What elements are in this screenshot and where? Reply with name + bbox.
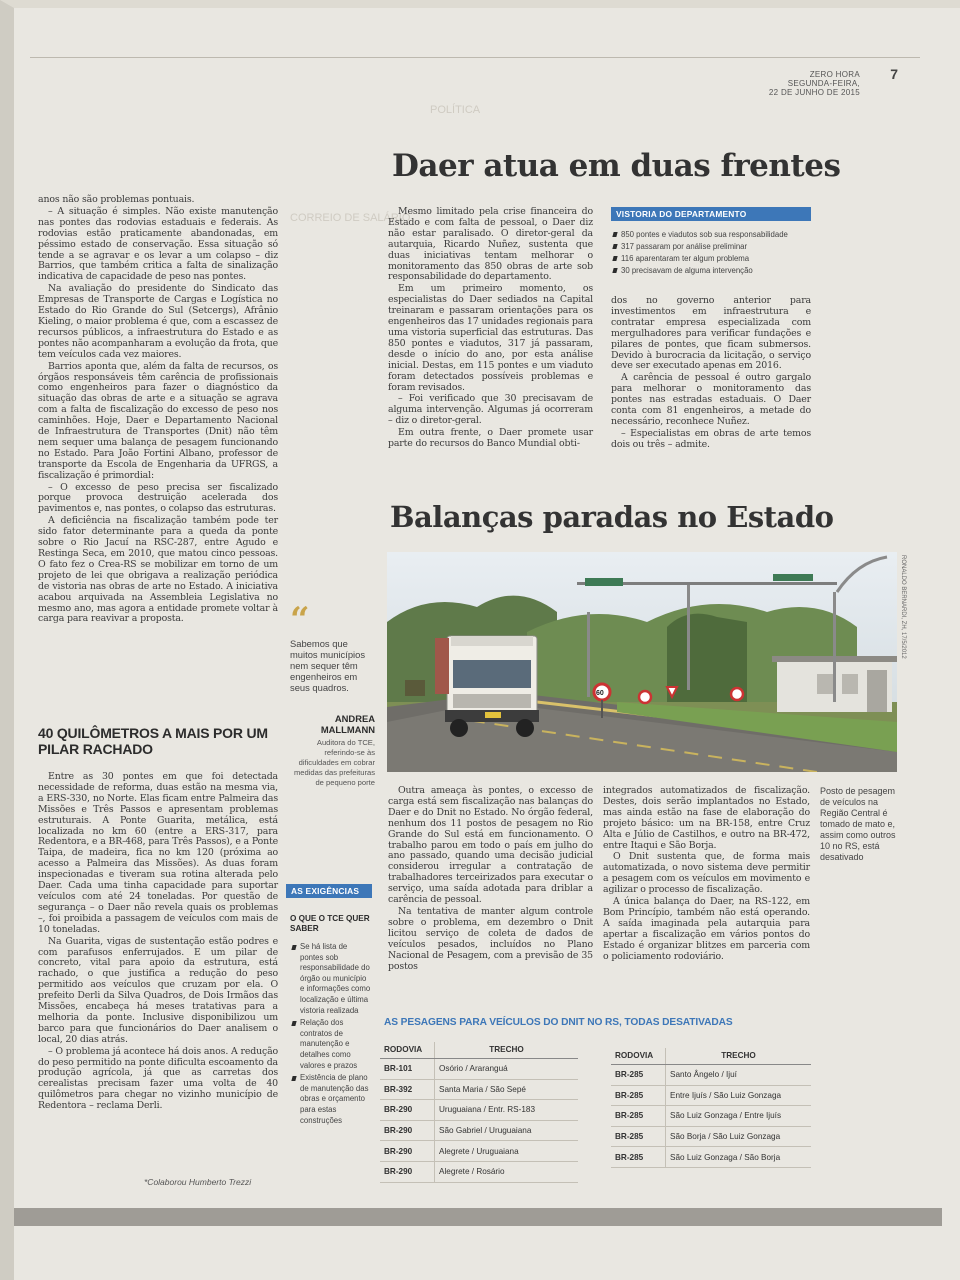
header-rule (30, 57, 920, 58)
date: 22 DE JUNHO DE 2015 (768, 88, 860, 97)
paragraph: dos no governo anterior para investimentos em infraestrutura e contratar empresa especializada com mergulhadores para verificar fundações e pilares de pontes, que ficam submersos. Devido à burocracia da licitação, o serviço deve ser executado apenas em 2016. (611, 295, 811, 372)
quote-mark-icon: “ (290, 600, 310, 640)
paragraph: Entre as 30 pontes em que foi detectada necessidade de reforma, duas estão na mesma via, a ERS-330, no Norte. Elas ficam entre Palmeira das Missões e Três Passos e apresentam problemas estruturais. A Ponte Guarita, metálica, está localizada no km 60 (entre a ERS-317, para Redentora, e a BR-468, para Três Passos), e a Ponte Taipa, de madeira, fica no km 120 (próxima ao acesso a Palmeira das Missões). As duas foram inspecionadas e tiveram sua rotina alterada pelo Daer. Cada uma tinha capacidade para suportar veículos com até 24 toneladas. Por questão de segurança – o Daer não revela quais os problemas –, foi proibida a passagem de veículos com mais de 10 toneladas. (38, 771, 278, 935)
pull-quote-text: Sabemos que muitos municípios nem sequer têm engenheiros em seus quadros. (290, 638, 366, 693)
table-row (380, 1059, 578, 1080)
list-item: 116 aparentaram ter algum problema (611, 253, 811, 265)
paragraph: anos não são problemas pontuais. (38, 194, 195, 205)
paragraph: – Especialistas em obras de arte temos dois ou três – admite. (611, 427, 811, 450)
left-column-bottom (38, 772, 278, 1113)
paragraph: Na tentativa de manter algum controle sobre o problema, em dezembro o Dnit licitou serviço de coleta de dados de veículos pesados, incluídos no Plano Nacional de Pesagem, com a previsão de 35 postos (388, 905, 593, 972)
paragraph: A carência de pessoal é outro gargalo para melhorar o monitoramento das pontes nas estradas estaduais. O Daer conta com 81 engenheiros, a metade do necessário, reconhece Nuñez. (611, 372, 811, 427)
exigencias-title: AS EXIGÊNCIAS (286, 884, 372, 898)
paragraph: integrados automatizados de fiscalização. Destes, dois serão implantados no Estado, mas ainda estão na fase de elaboração do projeto básico: um na BR-158, entre Cruz Alta e Júlio de Castilhos, e outro na BR-472, entre Itaqui e São Borja. (603, 785, 810, 851)
weekday: SEGUNDA-FEIRA, (787, 79, 860, 88)
trecho-cell: Santa Maria / São Sepé (435, 1079, 579, 1100)
paragraph: Em um primeiro momento, os especialistas do Daer sediados na Capital treinaram e passaram orientações para os engenheiros das 17 unidades regionais para uma vistoria superficial das estruturas. Das 850 pontes e viadutos, 317 já passaram, desde o início do ano, por esta análise inicial. Destas, em 115 pontes e um viaduto foram detectados possíveis problemas e foram revisados. (388, 283, 593, 393)
page-number: 7 (890, 66, 898, 82)
bleed-through-text: CORREIO DE SALÁRIO (290, 212, 411, 224)
daer-column-2 (611, 296, 811, 452)
exigencias-list (290, 942, 372, 1126)
list-item: 317 passaram por análise preliminar (611, 241, 811, 253)
trecho-cell: São Luiz Gonzaga / São Borja (666, 1147, 812, 1168)
trecho-cell: Santo Ângelo / Ijuí (666, 1065, 812, 1086)
list-item: Relação dos contratos de manutenção e detalhes como valores e prazos (290, 1018, 372, 1071)
table-row (380, 1100, 578, 1121)
table-row (611, 1085, 811, 1106)
paragraph: – Foi verificado que 30 precisavam de alguma intervenção. Algumas já ocorreram – diz o diretor-geral. (388, 393, 593, 427)
trecho-cell: São Gabriel / Uruguaiana (435, 1120, 579, 1141)
speed-sign-text: 60 (596, 690, 604, 697)
contributor-credit: *Colaborou Humberto Trezzi (144, 1177, 252, 1187)
photo-credit: RONALDO BERNARDI, ZH, 17/5/2012 (900, 555, 906, 659)
trecho-cell: Osório / Araranguá (435, 1059, 579, 1080)
balancas-column-1 (388, 786, 593, 973)
table-row (611, 1065, 811, 1086)
paragraph: Barrios aponta que, além da falta de recursos, os órgãos responsáveis têm carência de profissionais como engenheiros para fazer o diagnóstico da situação das obras de arte e a situação se agrava com a falta de fiscalização do excesso de peso nos caminhões. Hoje, Daer e Departamento Nacional de Infraestrutura de Transportes (Dnit) não têm nem sequer uma balança de pesagem funcionando no Estado. Para João Fortini Albano, professor de transporte da Escola de Engenharia da UFRGS, a fiscalização é primordial: (38, 360, 278, 481)
trecho-cell: São Borja / São Luiz Gonzaga (666, 1126, 812, 1147)
table-header-row (380, 1042, 578, 1059)
paragraph: A única balança do Daer, na RS-122, em Bom Princípio, também não está operando. A saída imaginada pela autarquia para apertar a fiscalização em vários pontos do Estado é organizar blitzes em parceria com o policiamento rodoviário. (603, 896, 810, 962)
rodovia-cell: BR-290 (380, 1100, 435, 1121)
rodovia-cell: BR-285 (611, 1085, 666, 1106)
truck-road-illustration (387, 552, 897, 772)
paragraph: Na Guarita, vigas de sustentação estão podres e com parafusos enferrujados. E um pilar de concreto, vital para apoio da estrutura, está rachado, o que justifica a redução do peso permitido aos veículos que cruzam por ela. O prefeito Derli da Silva Quadros, de Dois Irmãos das Missões, encabeça há meses tratativas para a melhoria da ponte. Inclusive disponibilizou um barco para que funcionários do Daer analisem o local, 20 dias atrás. (38, 935, 278, 1045)
balancas-column-2 (603, 786, 810, 964)
list-item: Existência de plano de manutenção das obras e orçamento para estas construções (290, 1073, 372, 1126)
table-row (611, 1126, 811, 1147)
table-row (611, 1106, 811, 1127)
trecho-cell: São Luiz Gonzaga / Entre Ijuís (666, 1106, 812, 1127)
table-row (611, 1147, 811, 1168)
paper-name: ZERO HORA (809, 70, 860, 79)
paragraph: A deficiência na fiscalização também pode ter sido fator determinante para a queda da ponte sobre o Rio Jacuí na RSC-287, entre Agudo e Restinga Seca, em 2010, que matou cinco pessoas. O fato fez o Crea-RS se mobilizar em torno de um projeto de lei que obrigava a realização periódica de vistoria nas obras de arte no Estado. A iniciativa acabou arquivada na Assembleia Legislativa no mesmo ano, mas agora a entidade promete voltar à carga para reavivar a proposta. (38, 515, 278, 625)
list-item: 850 pontes e viadutos sob sua responsabilidade (611, 229, 811, 241)
rodovia-cell: BR-285 (611, 1106, 666, 1127)
column-header-rodovia: RODOVIA (380, 1042, 435, 1059)
subheadline: 40 QUILÔMETROS A MAIS POR UM PILAR RACHADO (38, 725, 268, 757)
photo-caption: Posto de pesagem de veículos na Região Central é tomado de mato e, assim como outros 10 no RS, está desativado (820, 786, 896, 862)
column-header-rodovia: RODOVIA (611, 1048, 666, 1065)
vistoria-box (611, 207, 811, 277)
headline-daer: Daer atua em duas frentes (392, 148, 841, 184)
headline-balancas: Balanças paradas no Estado (390, 500, 834, 534)
table-row (380, 1161, 578, 1182)
left-column-top (38, 195, 278, 626)
rodovia-cell: BR-101 (380, 1059, 435, 1080)
quote-author: ANDREA MALLMANN (320, 713, 375, 735)
bleed-through-text: POLÍTICA (430, 104, 481, 116)
trecho-cell: Alegrete / Rosário (435, 1161, 579, 1182)
table-row (380, 1141, 578, 1162)
paragraph: Outra ameaça às pontes, o excesso de carga está sem fiscalização nas balanças do Daer e do Dnit no Estado. No órgão federal, nenhum dos 11 postos de pesagem no Rio Grande do Sul está em funcionamento. O trabalho parou em todo o país em julho do ano passado, quando uma decisão judicial considerou irregular a contratação de trabalhadores terceirizados para executar o serviço, uma saída adotada para driblar a carência de pessoal. (388, 785, 593, 906)
trecho-cell: Uruguaiana / Entr. RS-183 (435, 1100, 579, 1121)
paragraph: – O excesso de peso precisa ser fiscalizado porque provoca destruição acelerada dos pavimentos e, nas pontes, o colapso das estruturas. (38, 481, 278, 515)
rodovia-cell: BR-285 (611, 1065, 666, 1086)
quote-author-description: Auditora do TCE, referindo-se às dificuldades em cobrar medidas das prefeituras de pequeno porte (293, 738, 375, 787)
table-header-row (611, 1048, 811, 1065)
vistoria-list (611, 229, 811, 277)
rodovia-cell: BR-392 (380, 1079, 435, 1100)
paragraph: – O problema já acontece há dois anos. A redução do peso permitido na ponte dificulta escoamento da produção agrícola, já que as carretas dos cerealistas precisam fazer uma volta de 40 quilômetros para chegar no vizinho município de Redentora – reclama Derli. (38, 1045, 278, 1112)
column-header-trecho: TRECHO (666, 1048, 812, 1065)
paragraph: Na avaliação do presidente do Sindicato das Empresas de Transporte de Cargas e Logística no Estado do Rio Grande do Sul (Setcergs), Afrânio Kieling, o maior problema é que, com a escassez de recursos públicos, a infraestrutura do Estado e as pontes não acompanharam a evolução da frota, que tem veículos cada vez maiores. (38, 283, 278, 360)
pesagem-table-left (380, 1042, 578, 1183)
rodovia-cell: BR-290 (380, 1161, 435, 1182)
paragraph: Em outra frente, o Daer promete usar parte do recursos do Banco Mundial obti- (388, 427, 593, 450)
weigh-station-photo (387, 552, 897, 772)
footer-bar (12, 1208, 942, 1226)
daer-column-1 (388, 207, 593, 451)
rodovia-cell: BR-290 (380, 1120, 435, 1141)
rodovia-cell: BR-285 (611, 1126, 666, 1147)
vistoria-title: VISTORIA DO DEPARTAMENTO (611, 207, 811, 221)
table-row (380, 1079, 578, 1100)
list-item: Se há lista de pontes sob responsabilidade do órgão ou município e informações como localização e última vistoria realizada (290, 942, 372, 1016)
list-item: 30 precisavam de alguma intervenção (611, 265, 811, 277)
table-title: AS PESAGENS PARA VEÍCULOS DO DNIT NO RS, TODAS DESATIVADAS (384, 1017, 733, 1028)
rodovia-cell: BR-285 (611, 1147, 666, 1168)
paragraph: O Dnit sustenta que, de forma mais automatizada, o novo sistema deve permitir a pesagem com os veículos em movimento e agilizar o processo de fiscalização. (603, 851, 810, 896)
pesagem-table-right (611, 1048, 811, 1168)
paragraph: – A situação é simples. Não existe manutenção nas pontes das rodovias estaduais e federais. As rodovias estão praticamente abandonadas, em péssimo estado de conservação. Essa situação só tende a se agravar e os levar a um colapso – diz Barrios, que também critica a falta de sinalização indicativa de capacidade de peso nas pontes. (38, 205, 278, 283)
exigencias-subtitle: O QUE O TCE QUER SABER (290, 914, 370, 933)
page-header (769, 70, 860, 97)
table-row (380, 1120, 578, 1141)
trecho-cell: Alegrete / Uruguaiana (435, 1141, 579, 1162)
rodovia-cell: BR-290 (380, 1141, 435, 1162)
paragraph: Mesmo limitado pela crise financeira do Estado e com falta de pessoal, o Daer diz não estar paralisado. O diretor-geral da autarquia, Ricardo Nuñez, sustenta que duas iniciativas tentam melhorar o monitoramento das 850 obras de arte sob responsabilidade do departamento. (388, 206, 593, 283)
column-header-trecho: TRECHO (435, 1042, 579, 1059)
exigencias-box (286, 884, 372, 1126)
trecho-cell: Entre Ijuís / São Luiz Gonzaga (666, 1085, 812, 1106)
